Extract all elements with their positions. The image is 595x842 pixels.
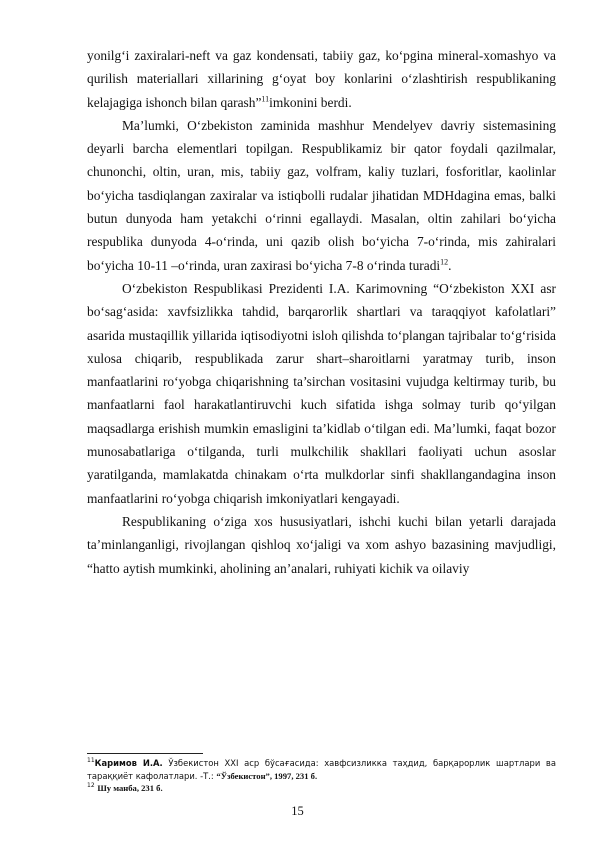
- paragraph-4: Respublikaning o‘ziga xos hususiyatlari, ishchi kuchi bilan yetarli darajada ta’minlanganligi, rivojlangan qishloq xo‘jaligi va xom ashyo bazasining mavjudligi, “hatto aytish mumkinki, aholining an’analari, ruhiyati kichik va oilaviy: [87, 513, 556, 576]
- footnotes: [87, 757, 556, 795]
- footnote-11-author: Каримов И.А.: [94, 758, 163, 768]
- footnote-11-text: Ўзбекистон XXI аср бўсағасида: хавфсизликка таҳдид, барқарорлик шартлари ва тараққиёт кафолатлари. -Т.:: [87, 758, 557, 781]
- paragraph-1: [87, 44, 556, 114]
- footnote-11-publisher: “Ўзбекистон”, 1997, 231 б.: [216, 770, 318, 781]
- footnote-separator: [87, 753, 203, 754]
- footnote-11: [87, 757, 556, 782]
- footnote-12: [87, 782, 556, 795]
- footnote-12-text: Шу манба, 231 б.: [97, 783, 163, 793]
- paragraph-1-tail: imkonini berdi.: [269, 94, 352, 110]
- page-number: 15: [291, 804, 304, 818]
- paragraph-2: [87, 114, 556, 277]
- footnote-11-mark: 11: [87, 757, 95, 765]
- footnote-ref-11[interactable]: 11: [261, 94, 270, 104]
- footnote-ref-12[interactable]: 12: [440, 257, 449, 267]
- paragraph-3: O‘zbekiston Respublikasi Prezidenti I.A. Karimovning “O‘zbekiston XXI asr bo‘sag‘asida: xavfsizlikka tahdid, barqarorlik shartlari va taraqqiyot kafolatlari” asarida mustaqillik yillarida iqtisodiyotni isloh qilishda to‘plangan tajribalar to‘g‘risida xulosa chiqarib, respublikada zarur shart–sharoitlarni yaratmay turib, inson manfaatlarini ro‘yobga chiqarishning ta’sirchan vositasini vujudga keltirmay turib, bu manfaatlarni faol harakatlantiruvchi kuch sifatida ishga solmay turib qo‘yilgan maqsadlarga erishish mumkin emasligini ta’kidlab o‘tilgan edi. Ma’lumki, faqat bozor munosabatlariga o‘tilganda, turli mulkchilik shakllari faoliyati uchun asoslar yaratilganda, mamlakatda chinakam o‘rta mulkdorlar sinfi shakllangandagina inson manfaatlarini ro‘yobga chiqarish imkoniyatlari kengayadi.: [87, 280, 556, 506]
- document-body: [87, 44, 556, 580]
- paragraph-2-tail: .: [448, 257, 452, 273]
- paragraph-2-text: Ma’lumki, O‘zbekiston zaminida mashhur Mendelyev davriy sistemasining deyarli barcha elementlari topilgan. Respublikamiz bir qator foydali qazilmalar, chunonchi, oltin, uran, mis, tabiiy gaz, volfram, kaliy tuzlari, fosforitlar, kaolinlar bo‘yicha tasdiqlangan zaxiralar va istiqbolli rudalar jihatidan MDHdagina emas, balki butun dunyoda ham yetakchi o‘rinni egallaydi. Masalan, oltin zahilari bo‘yicha respublika dunyoda 4-o‘rinda, uni qazib olish bo‘yicha 7-o‘rinda, mis zahiralari bo‘yicha 10-11 –o‘rinda, uran zaxirasi bo‘yicha 7-8 o‘rinda turadi: [87, 117, 556, 273]
- paragraph-1-text: yonilg‘i zaxiralari-neft va gaz kondensati, tabiiy gaz, ko‘pgina mineral-xomashyo va qurilish materiallari xillarining g‘oyat boy konlarini o‘zlashtirish respublikaning kelajagiga ishonch bilan qarash”: [87, 48, 556, 110]
- footnote-12-mark: 12: [87, 782, 95, 790]
